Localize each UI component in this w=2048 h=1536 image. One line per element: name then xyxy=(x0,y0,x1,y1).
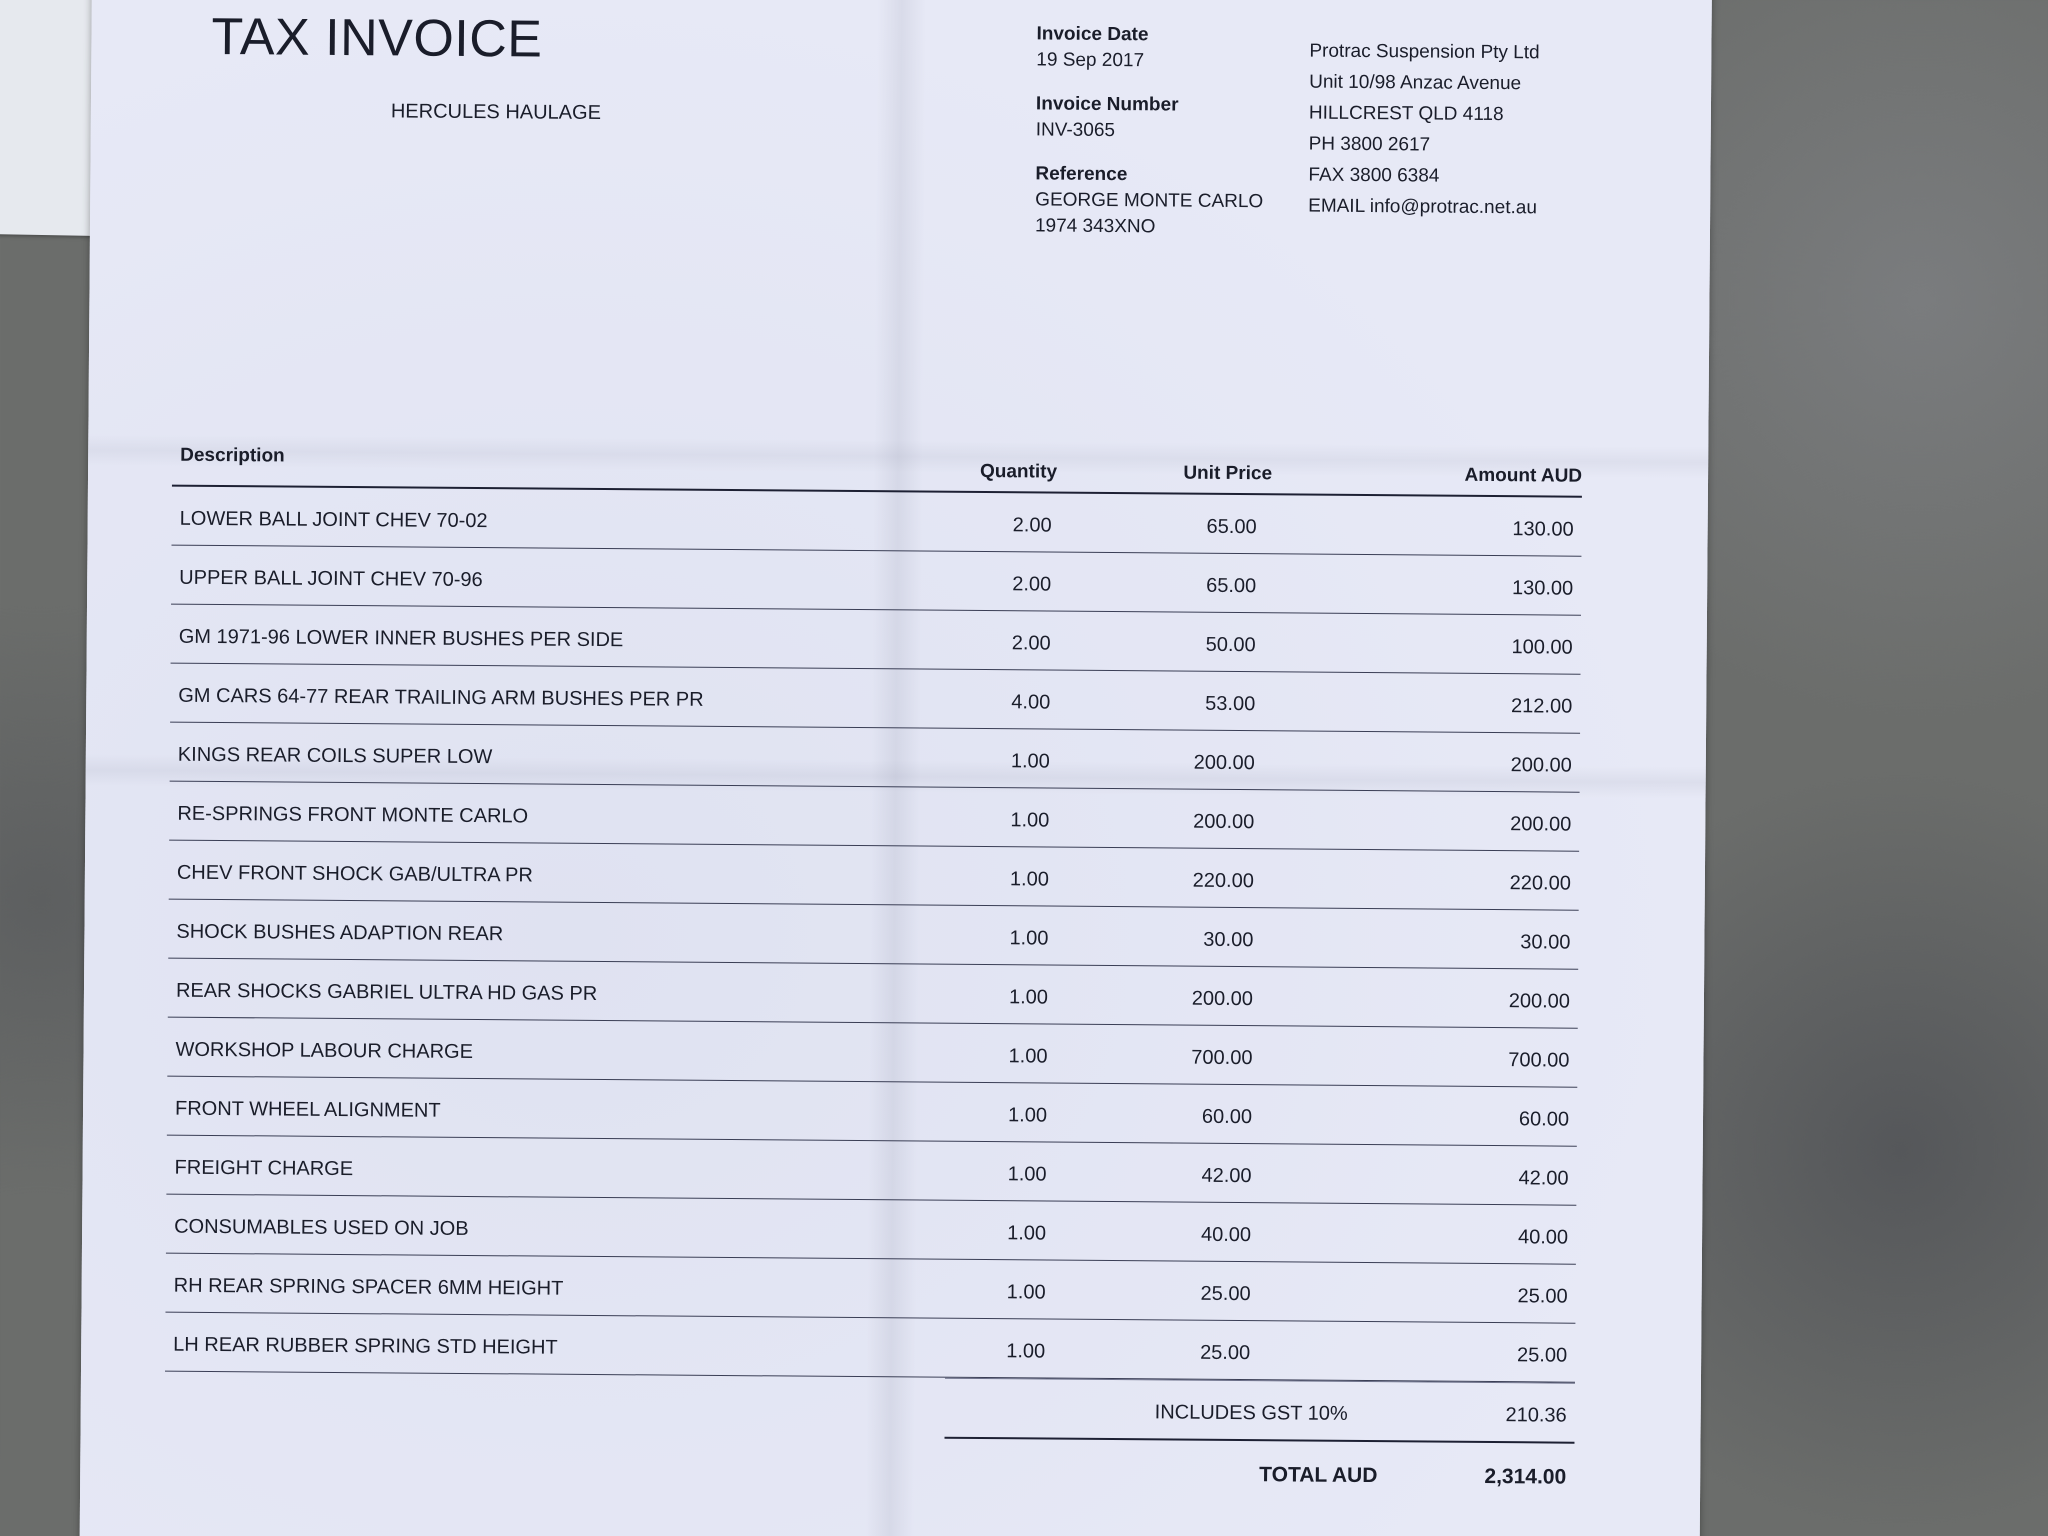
total-label: TOTAL AUD xyxy=(1259,1463,1378,1488)
row-quantity: 2.00 xyxy=(1012,514,1052,537)
header-amount: Amount AUD xyxy=(1464,464,1583,487)
gst-label: INCLUDES GST 10% xyxy=(1154,1401,1348,1425)
row-quantity: 1.00 xyxy=(1007,1222,1047,1245)
row-unit-price: 50.00 xyxy=(1205,633,1256,657)
row-description: CHEV FRONT SHOCK GAB/ULTRA PR xyxy=(176,861,533,887)
reference-block xyxy=(1035,161,1264,241)
gst-value: 210.36 xyxy=(1505,1404,1567,1427)
total-value: 2,314.00 xyxy=(1484,1464,1567,1489)
table-row xyxy=(171,605,1581,675)
row-quantity: 1.00 xyxy=(1010,809,1050,832)
table-row xyxy=(169,782,1579,852)
row-quantity: 4.00 xyxy=(1011,691,1051,714)
invoice-date-label: Invoice Date xyxy=(1036,23,1149,46)
row-description: REAR SHOCKS GABRIEL ULTRA HD GAS PR xyxy=(175,979,598,1005)
line-items-table xyxy=(164,437,1582,1504)
row-description: KINGS REAR COILS SUPER LOW xyxy=(177,743,493,769)
header-description: Description xyxy=(180,444,285,467)
row-quantity: 2.00 xyxy=(1012,573,1052,596)
row-quantity: 1.00 xyxy=(1006,1281,1046,1304)
row-amount: 212.00 xyxy=(1511,695,1573,718)
row-amount: 30.00 xyxy=(1520,931,1571,954)
table-row xyxy=(171,487,1581,557)
supplier-email: EMAIL info@protrac.net.au xyxy=(1308,195,1538,219)
background-receipt xyxy=(0,0,102,236)
supplier-fax: FAX 3800 6384 xyxy=(1308,164,1440,187)
invoice-date-block xyxy=(1036,21,1264,75)
row-quantity: 1.00 xyxy=(1007,1163,1047,1186)
gst-row xyxy=(944,1378,1574,1444)
table-row xyxy=(165,1254,1575,1324)
row-description: GM 1971-96 LOWER INNER BUSHES PER SIDE xyxy=(178,625,624,652)
supplier-address2: HILLCREST QLD 4118 xyxy=(1308,102,1504,126)
supplier-address1: Unit 10/98 Anzac Avenue xyxy=(1309,71,1522,95)
row-description: FRONT WHEEL ALIGNMENT xyxy=(174,1097,441,1122)
row-unit-price: 42.00 xyxy=(1201,1164,1252,1188)
row-unit-price: 60.00 xyxy=(1201,1105,1253,1129)
row-unit-price: 200.00 xyxy=(1193,751,1255,775)
row-amount: 40.00 xyxy=(1517,1226,1569,1249)
row-amount: 200.00 xyxy=(1510,754,1572,777)
table-row xyxy=(168,959,1578,1029)
table-row xyxy=(166,1136,1576,1206)
total-row xyxy=(944,1439,1574,1504)
row-description: LH REAR RUBBER SPRING STD HEIGHT xyxy=(173,1333,558,1359)
row-description: GM CARS 64-77 REAR TRAILING ARM BUSHES PER PR xyxy=(178,684,704,711)
invoice-number-label: Invoice Number xyxy=(1035,93,1179,116)
row-description: CONSUMABLES USED ON JOB xyxy=(174,1215,469,1240)
reference-line2: 1974 343XNO xyxy=(1034,215,1156,238)
table-row xyxy=(170,664,1580,734)
row-amount: 200.00 xyxy=(1510,813,1572,836)
row-amount: 42.00 xyxy=(1518,1167,1569,1190)
table-row xyxy=(170,723,1580,793)
row-amount: 220.00 xyxy=(1509,872,1571,895)
row-description: RE-SPRINGS FRONT MONTE CARLO xyxy=(177,802,529,828)
row-amount: 700.00 xyxy=(1508,1049,1570,1072)
row-unit-price: 25.00 xyxy=(1200,1282,1251,1306)
row-description: LOWER BALL JOINT CHEV 70-02 xyxy=(179,507,488,533)
row-quantity: 1.00 xyxy=(1008,1045,1048,1068)
row-description: RH REAR SPRING SPACER 6MM HEIGHT xyxy=(173,1274,564,1300)
invoice-paper xyxy=(79,0,1712,1536)
row-unit-price: 65.00 xyxy=(1206,574,1257,598)
row-amount: 25.00 xyxy=(1517,1344,1568,1367)
reference-line1: GEORGE MONTE CARLO xyxy=(1035,189,1264,213)
customer-name: HERCULES HAULAGE xyxy=(390,100,602,125)
row-unit-price: 30.00 xyxy=(1203,928,1254,952)
supplier-details xyxy=(1308,36,1540,224)
row-unit-price: 200.00 xyxy=(1193,810,1255,834)
row-unit-price: 700.00 xyxy=(1191,1046,1253,1070)
table-row xyxy=(167,1077,1577,1147)
supplier-phone: PH 3800 2617 xyxy=(1308,133,1431,156)
row-unit-price: 200.00 xyxy=(1191,987,1254,1011)
row-amount: 25.00 xyxy=(1517,1285,1568,1308)
table-row xyxy=(168,900,1578,970)
row-unit-price: 220.00 xyxy=(1192,869,1254,893)
row-amount: 130.00 xyxy=(1511,577,1574,600)
header-unit-price: Unit Price xyxy=(1183,462,1273,485)
row-quantity: 1.00 xyxy=(1008,1104,1048,1127)
row-quantity: 1.00 xyxy=(1006,1340,1046,1363)
row-unit-price: 65.00 xyxy=(1206,515,1257,539)
header-quantity: Quantity xyxy=(979,460,1058,483)
row-amount: 100.00 xyxy=(1511,636,1573,659)
row-amount: 200.00 xyxy=(1508,990,1571,1013)
row-quantity: 1.00 xyxy=(1008,986,1049,1009)
row-description: FREIGHT CHARGE xyxy=(174,1156,354,1181)
row-description: WORKSHOP LABOUR CHARGE xyxy=(175,1038,474,1064)
invoice-title: TAX INVOICE xyxy=(211,7,543,69)
table-row xyxy=(167,1018,1577,1088)
row-quantity: 1.00 xyxy=(1009,927,1049,950)
row-unit-price: 25.00 xyxy=(1200,1341,1251,1365)
invoice-date: 19 Sep 2017 xyxy=(1036,49,1145,72)
table-row xyxy=(169,841,1579,911)
reference-label: Reference xyxy=(1035,163,1128,186)
row-description: SHOCK BUSHES ADAPTION REAR xyxy=(176,920,504,946)
row-amount: 130.00 xyxy=(1512,518,1574,541)
row-quantity: 1.00 xyxy=(1010,750,1050,773)
invoice-number: INV-3065 xyxy=(1035,119,1116,142)
row-unit-price: 40.00 xyxy=(1200,1223,1252,1247)
table-row xyxy=(166,1195,1576,1265)
supplier-name: Protrac Suspension Pty Ltd xyxy=(1309,40,1540,64)
row-amount: 60.00 xyxy=(1518,1108,1570,1131)
invoice-number-block xyxy=(1036,91,1264,145)
row-quantity: 1.00 xyxy=(1009,868,1049,891)
row-description: UPPER BALL JOINT CHEV 70-96 xyxy=(179,566,483,592)
row-unit-price: 53.00 xyxy=(1205,692,1256,716)
invoice-meta xyxy=(1035,21,1265,259)
row-quantity: 2.00 xyxy=(1011,632,1051,655)
table-row xyxy=(165,1313,1575,1383)
table-row xyxy=(171,546,1581,616)
